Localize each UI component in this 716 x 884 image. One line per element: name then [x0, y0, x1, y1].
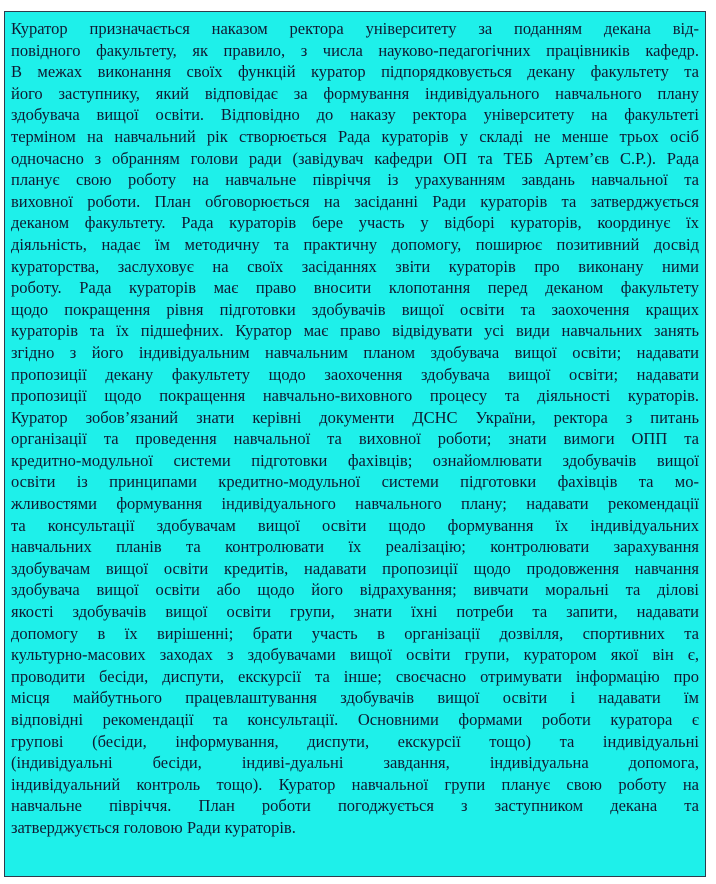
text-line: кураторства, заслуховує на своїх засіданнях звіти кураторів про виконану ними	[11, 256, 699, 276]
text-line: кураторів та їх підшефних. Куратор має право відвідувати усі види навчальних занять	[11, 321, 699, 341]
text-line: індивідуальний контроль тощо). Куратор навчальної групи планує свою роботу на	[11, 774, 699, 794]
text-line: здобувачам вищої освіти кредитів, надавати пропозиції щодо продовження навчання	[11, 558, 699, 578]
text-line: згідно з його індивідуальним навчальним планом здобувача вищої освіти; надавати	[11, 342, 699, 362]
text-line: здобувача вищої освіти або щодо його відрахування; вивчати моральні та ділові	[11, 580, 699, 600]
text-line: роботу. Рада кураторів має право вносити клопотання перед деканом факультету	[11, 278, 699, 298]
text-line: пропозиції декану факультету щодо заохочення здобувача вищої освіти; надавати	[11, 364, 699, 384]
text-line: навчальне півріччя. План роботи погоджується з заступником декана та	[11, 796, 699, 816]
text-line: освіти із принципами кредитно-модульної системи підготовки фахівців та мо-	[11, 472, 699, 492]
text-line: групові (бесіди, інформування, диспути, екскурсії тощо) та індивідуальні	[11, 731, 699, 751]
text-line: допомогу в їх вирішенні; брати участь в організації дозвілля, спортивних та	[11, 623, 699, 643]
text-line: (індивідуальні бесіди, індиві-дуальні завдання, індивідуальна допомога,	[11, 753, 699, 773]
text-line: Куратор зобов’язаний знати керівні документи ДСНС України, ректора з питань	[11, 407, 699, 427]
text-line: місця майбутнього працевлаштування здобувачів вищої освіти і надавати їм	[11, 688, 699, 708]
text-line: терміном на навчальний рік створюється Рада кураторів у складі не менше трьох осіб	[11, 126, 699, 146]
text-line: затверджується головою Ради кураторів.	[11, 817, 296, 837]
text-line: виховної роботи. План обговорюється на засіданні Ради кураторів та затверджується	[11, 191, 699, 211]
text-line: відповідні рекомендації та консультації. Основними формами роботи куратора є	[11, 710, 699, 729]
text-line: щодо покращення рівня підготовки здобувачів вищої освіти та заохочення кращих	[11, 299, 699, 319]
text-line: організації та проведення навчальної та виховної роботи; знати вимоги ОПП та	[11, 429, 699, 449]
text-line: його заступнику, який відповідає за формування індивідуального навчального плану	[11, 83, 699, 103]
text-line: планує свою роботу на навчальне півріччя із урахуванням завдань навчальної та	[11, 170, 699, 190]
text-line: Куратор призначається наказом ректора університету за поданням декана від-	[11, 19, 699, 38]
text-slide-box	[4, 11, 706, 877]
body-text	[11, 18, 699, 839]
text-line: В межах виконання своїх функцій куратор підпорядковується декану факультету та	[11, 62, 699, 82]
text-line: повідного факультету, як правило, з числа науково-педагогічних працівників кафедр.	[11, 40, 699, 60]
text-line: здобувача вищої освіти. Відповідно до наказу ректора університету на факультеті	[11, 105, 699, 125]
text-line: одночасно з обранням голови ради (завідувач кафедри ОП та ТЕБ Артем’єв С.Р.). Рада	[11, 148, 699, 168]
text-line: проводити бесіди, диспути, екскурсії та інше; своєчасно отримувати інформацію про	[11, 666, 699, 686]
text-line: пропозиції щодо покращення навчально-виховного процесу та діяльності кураторів.	[11, 386, 699, 406]
text-line: жливостями формування індивідуального навчального плану; надавати рекомендації	[11, 494, 699, 514]
text-line: кредитно-модульної системи підготовки фахівців; ознайомлювати здобувачів вищої	[11, 450, 699, 470]
text-line: культурно-масових заходах з здобувачами вищої освіти групи, куратором якої він є,	[11, 645, 699, 665]
text-line: якості здобувачів вищої освіти групи, знати їхні потреби та запити, надавати	[11, 602, 699, 622]
text-line: деканом факультету. Рада кураторів бере участь у відборі кураторів, координує їх	[11, 213, 699, 233]
text-line: діяльність, надає їм методичну та практичну допомогу, поширює позитивний досвід	[11, 234, 699, 254]
text-line: та консультації здобувачам вищої освіти щодо формування їх індивідуальних	[11, 515, 699, 535]
text-line: навчальних планів та контролювати їх реалізацію; контролювати зарахування	[11, 537, 699, 557]
